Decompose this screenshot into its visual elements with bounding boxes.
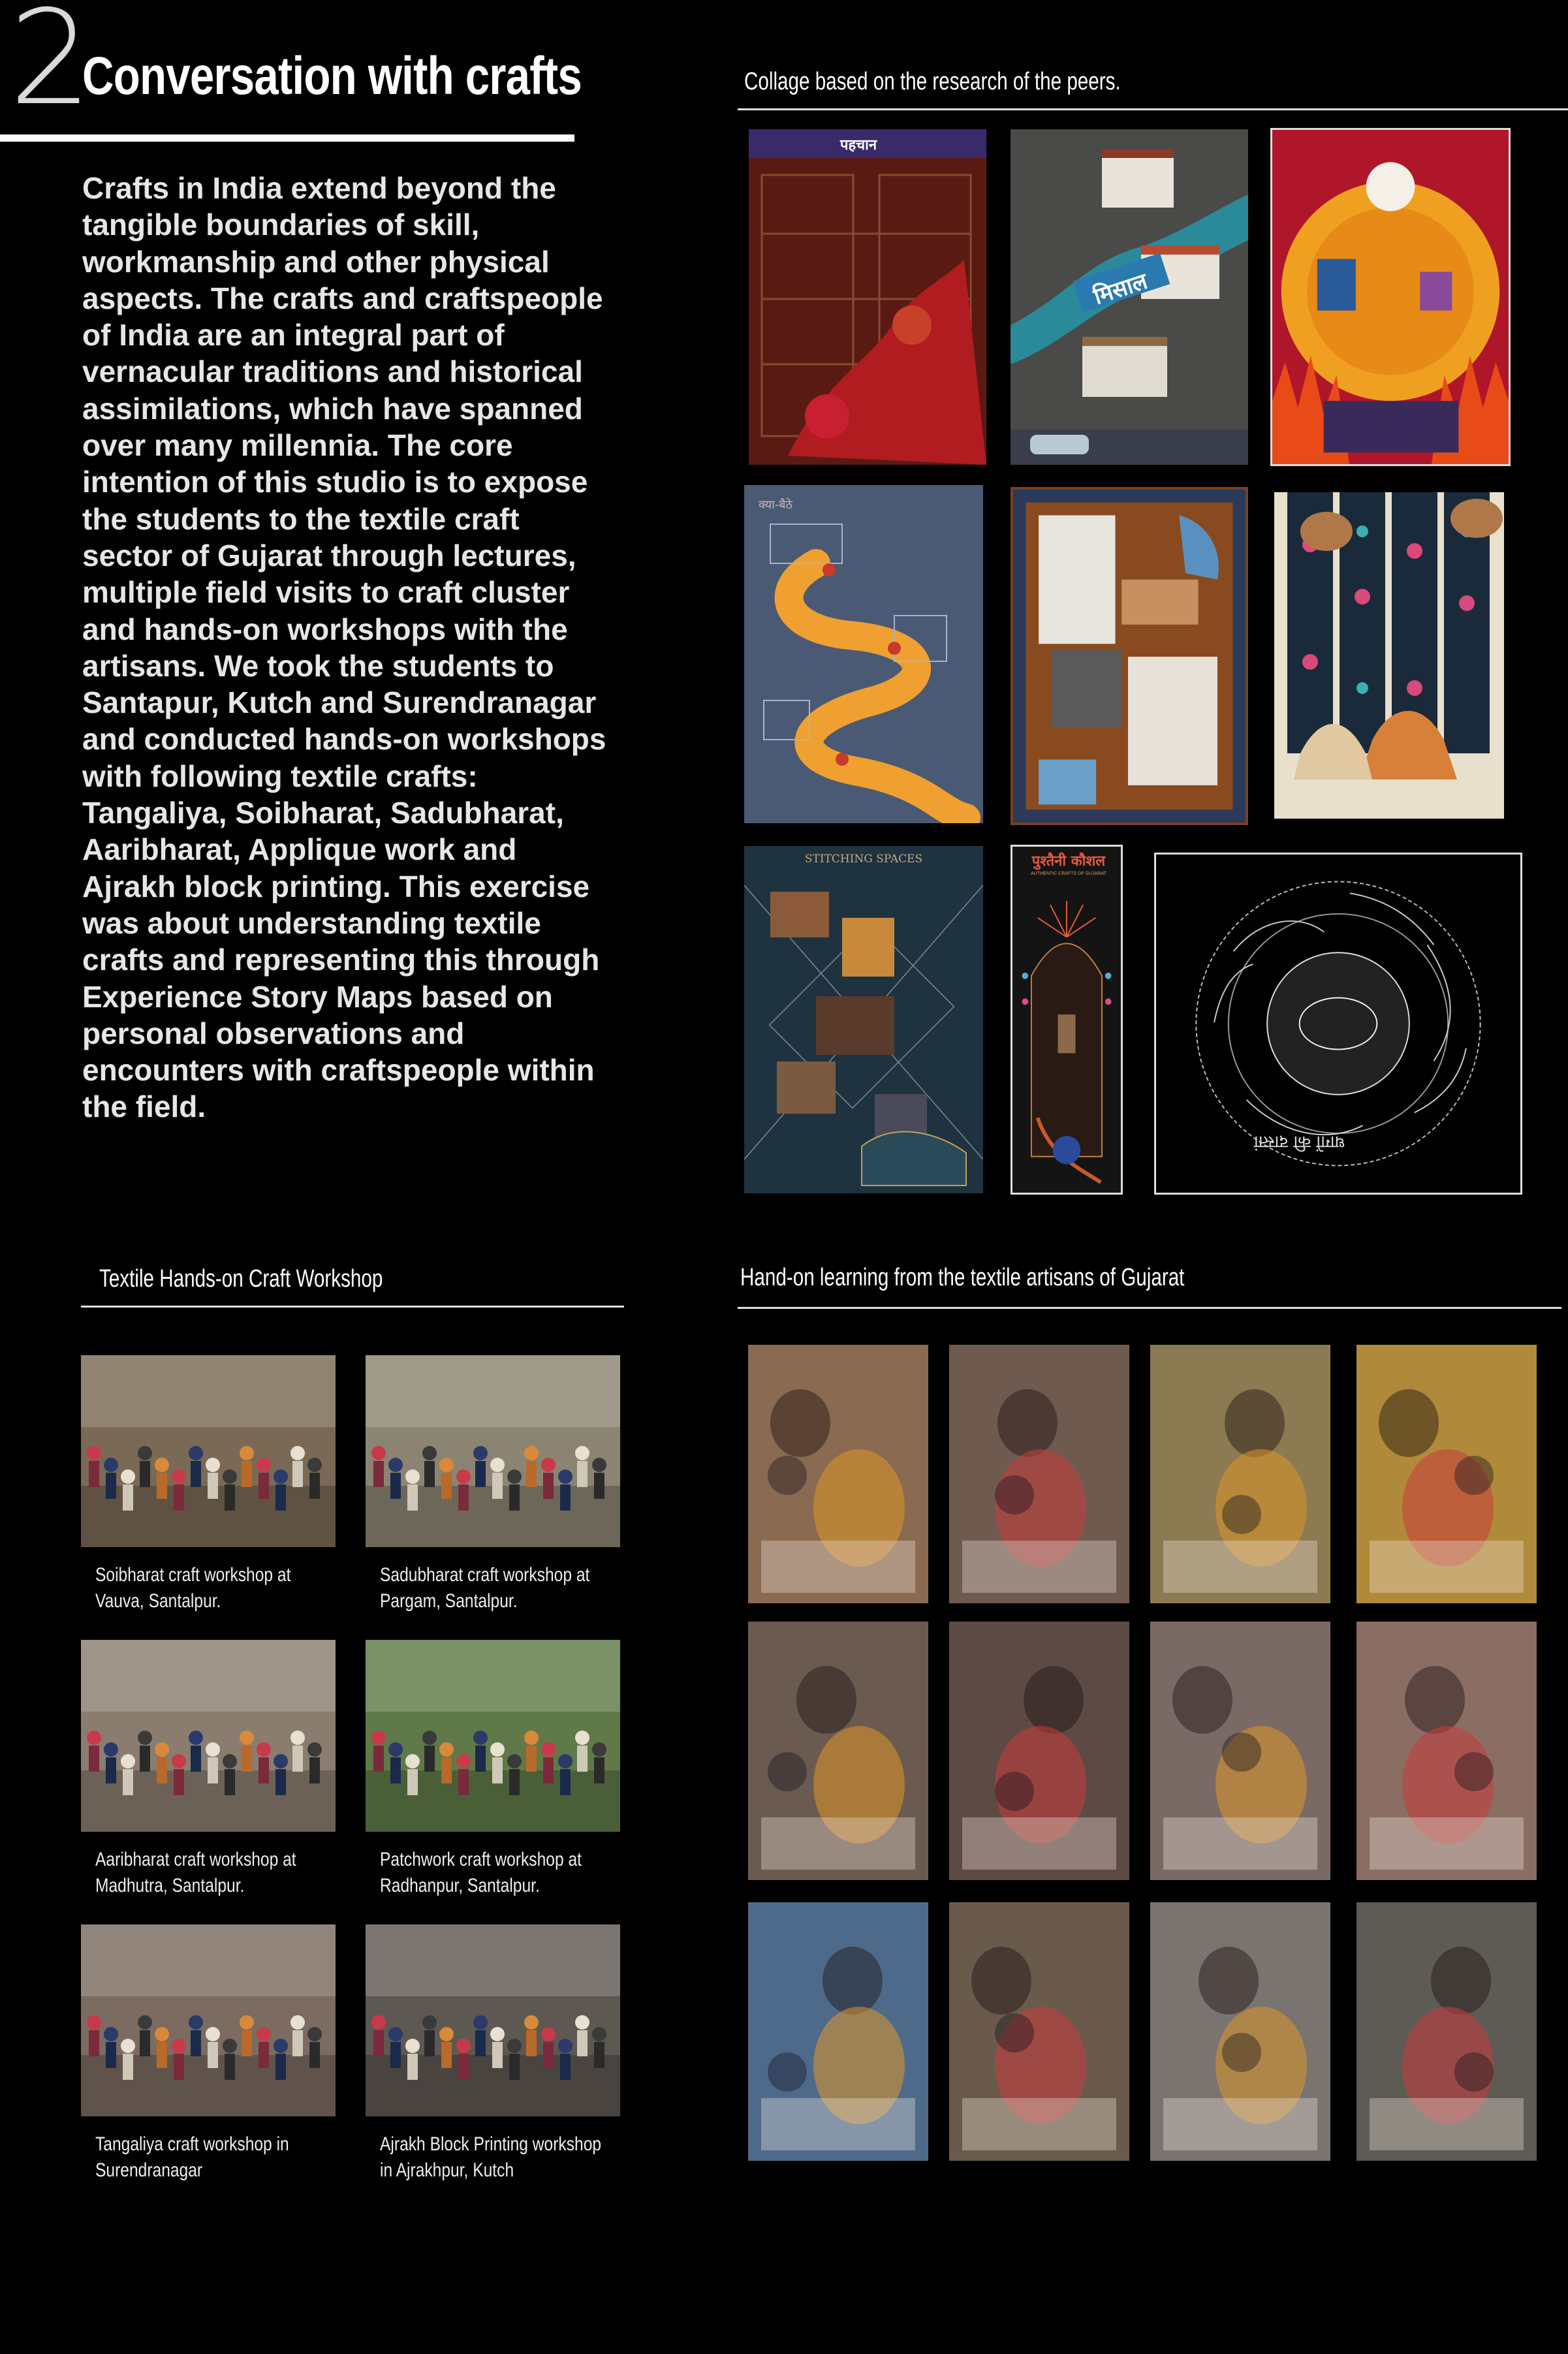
collage-poster-1: [749, 129, 986, 465]
learning-photo: [949, 1902, 1129, 2161]
poster-6-art: [1274, 492, 1504, 819]
poster-8-art: [1012, 847, 1121, 1193]
collage-poster-4: [744, 485, 983, 823]
workshop-caption-line-1: Tangaliya craft workshop in: [95, 2133, 289, 2155]
learning-photo: [1356, 1345, 1537, 1603]
poster-1-art: [749, 129, 986, 465]
workshop-caption-line-2: Vauva, Santalpur.: [95, 1590, 221, 1612]
learning-photo: [949, 1622, 1129, 1880]
workshop-photo: [366, 1355, 620, 1547]
workshop-photo: [81, 1924, 336, 2116]
learning-photo: [748, 1345, 928, 1603]
learning-photo: [1150, 1345, 1330, 1603]
workshop-photo: [81, 1355, 336, 1547]
learning-photo: [1150, 1622, 1330, 1880]
learning-caption: Hand-on learning from the textile artisans of Gujarat: [740, 1264, 1185, 1291]
learning-photo: [1150, 1902, 1330, 2161]
collage-caption: Collage based on the research of the peers.: [744, 68, 1121, 95]
workshop-photo: [81, 1640, 336, 1832]
collage-poster-5: [1011, 487, 1248, 825]
learning-photo: [949, 1345, 1129, 1603]
workshop-caption-line-2: Madhutra, Santalpur.: [95, 1875, 245, 1896]
collage-poster-2: [1011, 129, 1248, 465]
workshop-caption-line-2: Pargam, Santalpur.: [380, 1590, 518, 1612]
workshop-caption-line-2: Radhanpur, Santalpur.: [380, 1875, 540, 1896]
poster-4-title: क्या-बैठे: [759, 498, 792, 512]
workshop-photo: [366, 1640, 620, 1832]
poster-7-title: STITCHING SPACES: [804, 853, 923, 866]
poster-2-banner: मिसाल: [1090, 268, 1151, 310]
poster-8-subtitle: AUTHENTIC CRAFTS OF GUJARAT: [1031, 871, 1106, 876]
collage-poster-6: [1274, 492, 1504, 819]
workshop-caption-line-2: in Ajrakhpur, Kutch: [380, 2159, 514, 2181]
workshop-rule: [81, 1306, 624, 1308]
workshop-caption-line-2: Surendranagar: [95, 2159, 203, 2181]
learning-rule: [738, 1307, 1561, 1309]
workshop-caption-line-1: Sadubharat craft workshop at: [380, 1564, 590, 1586]
poster-8-title: पुश्तैनी कौशल: [1031, 853, 1106, 870]
page-title: Conversation with crafts: [82, 46, 582, 106]
intro-paragraph: Crafts in India extend beyond the tangible boundaries of skill, workmanship and other physical aspects. The crafts and craftspeople of India are an integral part of vernacular traditions and historical assimilations, which have spanned over many millennia. The core intention of this studio is to expose the students to the textile craft sector of Gujarat through lectures, multiple field visits to craft cluster and hands-on workshops with the artisans. We took the students to Santapur, Kutch and Surendranagar and conducted hands-on workshops with following textile crafts: Tangaliya, Soibharat, Sadubharat, Aaribharat, Applique work and Ajrakh block printing. This exercise was about understanding textile crafts and representing this through Experience Story Maps based on personal observations and encounters with craftspeople within the field.: [82, 171, 606, 1124]
workshop-caption: Textile Hands-on Craft Workshop: [99, 1265, 383, 1293]
learning-photo: [748, 1622, 928, 1880]
title-underline: [0, 134, 574, 142]
poster-5-art: [1013, 490, 1246, 823]
collage-poster-8: [1011, 845, 1123, 1195]
workshop-caption-line-1: Soibharat craft workshop at: [95, 1564, 291, 1586]
poster-7-art: [744, 846, 983, 1193]
poster-9-text: धागों की दास्तां: [1254, 1132, 1345, 1152]
workshop-caption-line-1: Aaribharat craft workshop at: [95, 1849, 296, 1870]
learning-photo: [1356, 1622, 1537, 1880]
learning-photo: [1356, 1902, 1537, 2161]
workshop-caption-line-1: Patchwork craft workshop at: [380, 1849, 582, 1870]
collage-rule: [738, 108, 1568, 110]
learning-photo: [748, 1902, 928, 2161]
section-number: 2: [9, 0, 93, 134]
poster-4-art: [744, 485, 983, 823]
poster-3-art: [1272, 130, 1509, 464]
workshop-photo: [366, 1924, 620, 2116]
collage-poster-7: [744, 846, 983, 1193]
poster-1-title: पहचान: [840, 137, 877, 153]
collage-poster-3: [1270, 128, 1511, 466]
collage-poster-9: [1154, 853, 1522, 1195]
workshop-caption-line-1: Ajrakh Block Printing workshop: [380, 2133, 602, 2155]
